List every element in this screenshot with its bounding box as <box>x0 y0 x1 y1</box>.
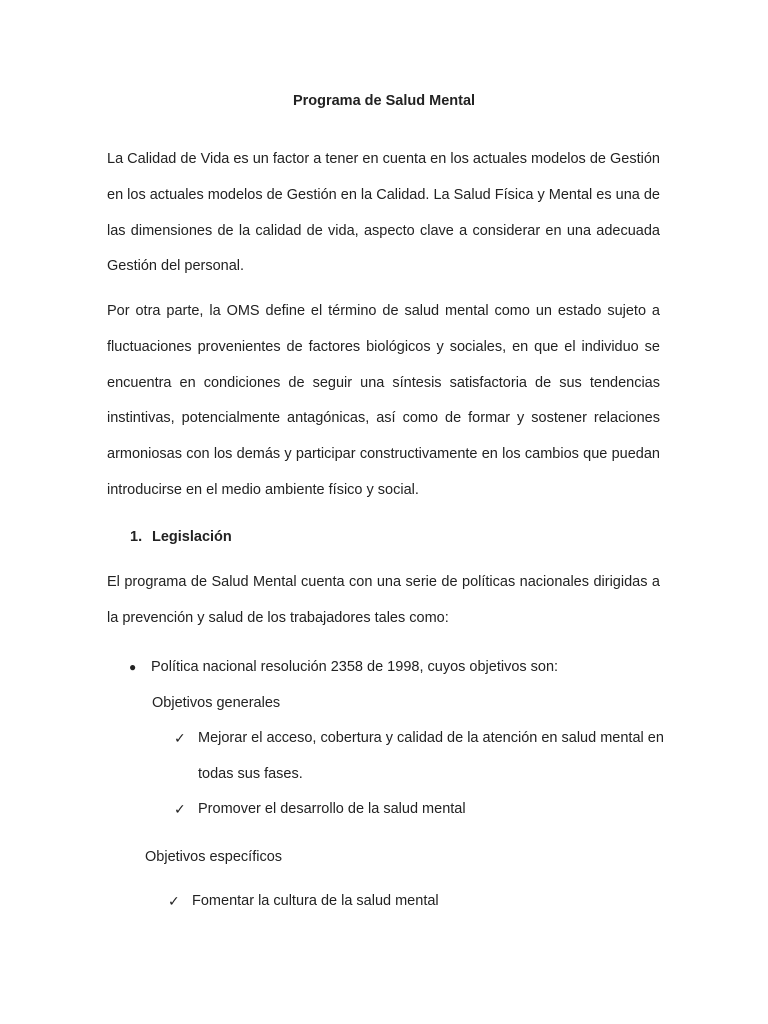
document-title: Programa de Salud Mental <box>292 93 476 109</box>
check-item-general-2 <box>174 792 664 828</box>
check-item-text: Promover el desarrollo de la salud mental <box>198 801 466 817</box>
check-item-text: Fomentar la cultura de la salud mental <box>192 893 439 909</box>
paragraph-intro: La Calidad de Vida es un factor a tener en cuenta en los actuales modelos de Gestión en los actuales modelos de Gestión en la Calidad. La Salud Física y Mental es una de las dimensiones de la calidad de vida, aspecto clave a considerar en una adecuada Gestión del personal. <box>107 151 660 275</box>
check-item-general-1 <box>174 721 664 793</box>
section-number: 1. <box>130 529 143 545</box>
bullet-item-text: Política nacional resolución 2358 de 1998, cuyos objetivos son: <box>151 659 559 675</box>
paragraph-oms-definition: Por otra parte, la OMS define el término de salud mental como un estado sujeto a fluctuaciones provenientes de factores biológicos y sociales, en que el individuo se encuentra en condiciones de seguir una síntesis satisfactoria de sus tendencias instintivas, potencialmente antagónicas, así como de formar y sostener relaciones armoniosas con los demás y participar constructivamente en los cambios que puedan introducirse en el medio ambiente físico y social. <box>107 303 660 498</box>
section-heading-text: Legislación <box>152 529 232 545</box>
checkmark-icon: ✓ <box>174 801 186 817</box>
paragraph-legislation: El programa de Salud Mental cuenta con una serie de políticas nacionales dirigidas a la prevención y salud de los trabajadores tales como: <box>107 574 660 626</box>
bullet-dot-icon: ● <box>129 660 137 674</box>
bullet-item-politica <box>129 656 558 678</box>
section-heading-legislacion <box>130 526 232 548</box>
specific-objectives-label: Objetivos específicos <box>145 849 283 865</box>
checkmark-icon: ✓ <box>168 893 180 909</box>
check-item-specific-1 <box>168 884 658 920</box>
general-objectives-label: Objetivos generales <box>152 695 281 711</box>
check-item-text: Mejorar el acceso, cobertura y calidad de la atención en salud mental en todas sus fases. <box>198 730 664 782</box>
checkmark-icon: ✓ <box>174 730 186 746</box>
